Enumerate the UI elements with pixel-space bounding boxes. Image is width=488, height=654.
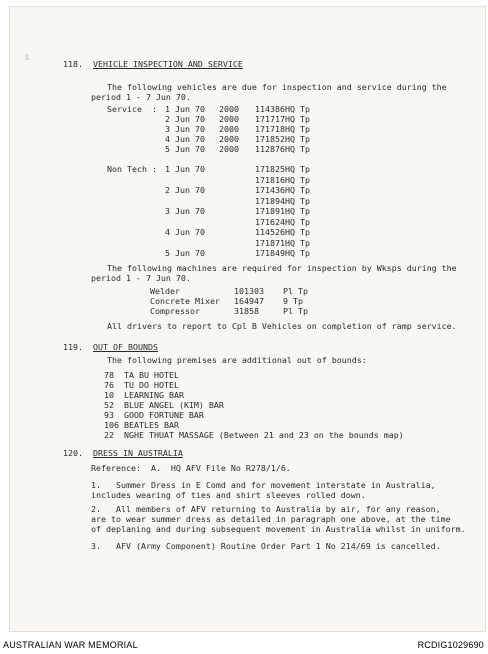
service-unit: HQ Tp <box>285 114 310 124</box>
para-3: 3. AFV (Army Component) Routine Order Part 1 No 214/69 is cancelled. <box>91 541 441 551</box>
non-tech-vehicle-number: 171891 <box>255 206 285 216</box>
reference-line: Reference: A. HQ AFV File No R278/1/6. <box>91 463 291 473</box>
non-tech-label: Non Tech : <box>107 164 157 174</box>
non-tech-vehicle-number: 171816 <box>255 174 285 185</box>
para-1-line1: 1. Summer Dress in E Comd and for movement interstate in Australia, <box>91 480 436 490</box>
service-time: 2000 <box>219 144 239 154</box>
non-tech-vehicle-number: 171624 <box>255 216 285 227</box>
service-label: Service : <box>107 104 157 114</box>
machine-name: Welder <box>150 286 180 296</box>
non-tech-date: 1 Jun 70 <box>165 164 205 174</box>
service-vehicle-number: 171852 <box>255 134 285 144</box>
non-tech-vehicle-number: 171894 <box>255 195 285 206</box>
service-unit: HQ Tp <box>285 104 310 114</box>
machine-number: 164947 <box>234 296 264 306</box>
service-date: 3 Jun 70 <box>165 124 205 134</box>
para-2-line1: 2. All members of AFV returning to Australia by air, for any reason, <box>91 504 441 514</box>
section-119-intro: The following premises are additional out of bounds: <box>107 355 367 365</box>
non-tech-unit: HQ Tp <box>285 206 310 216</box>
premises-number: 93 <box>104 410 114 420</box>
document-page <box>9 6 486 632</box>
section-118-number: 118. <box>63 59 83 69</box>
machine-number: 31858 <box>234 306 259 316</box>
machine-number: 101303 <box>234 286 264 296</box>
service-vehicle-number: 171717 <box>255 114 285 124</box>
non-tech-unit: HQ Tp <box>285 195 310 206</box>
para-2-line3: of deplaning and during subsequent movement in Australia whilst in uniform. <box>91 524 466 534</box>
service-time: 2000 <box>219 134 239 144</box>
non-tech-unit: HQ Tp <box>285 185 310 195</box>
non-tech-unit: HQ Tp <box>285 237 310 248</box>
premises-name: TA BU HOTEL <box>124 370 179 380</box>
drivers-instruction: All drivers to report to Cpl B Vehicles on completion of ramp service. <box>107 321 457 331</box>
section-120-heading: DRESS IN AUSTRALIA <box>93 448 183 458</box>
service-unit: HQ Tp <box>285 134 310 144</box>
non-tech-vehicle-number: 114526 <box>255 227 285 237</box>
service-unit: HQ Tp <box>285 144 310 154</box>
para-2-line2: are to wear summer dress as detailed in paragraph one above, at the time <box>91 514 451 524</box>
non-tech-unit: HQ Tp <box>285 164 310 174</box>
machines-intro-line1: The following machines are required for inspection by Wksps during the <box>107 263 457 273</box>
footer-record-id: RCDIG1029690 <box>417 640 484 650</box>
section-119-heading: OUT OF BOUNDS <box>93 342 158 352</box>
premises-number: 22 <box>104 430 114 440</box>
premises-name: BEATLES BAR <box>124 420 179 430</box>
non-tech-vehicle-number: 171871 <box>255 237 285 248</box>
non-tech-unit: HQ Tp <box>285 227 310 237</box>
premises-name: GOOD FORTUNE BAR <box>124 410 204 420</box>
premises-name: LEARNING BAR <box>124 390 184 400</box>
section-118-intro-line1: The following vehicles are due for inspection and service during the <box>107 82 447 92</box>
machines-intro-line2: period 1 - 7 Jun 70. <box>91 273 191 283</box>
non-tech-vehicle-number: 171436 <box>255 185 285 195</box>
service-date: 2 Jun 70 <box>165 114 205 124</box>
machine-unit: Pl Tp <box>283 286 308 296</box>
service-vehicle-number: 114386 <box>255 104 285 114</box>
service-date: 4 Jun 70 <box>165 134 205 144</box>
service-date: 5 Jun 70 <box>165 144 205 154</box>
section-118-heading: VEHICLE INSPECTION AND SERVICE <box>93 59 243 69</box>
service-vehicle-number: 171718 <box>255 124 285 134</box>
para-1-line2: includes wearing of ties and shirt sleeves rolled down. <box>91 490 366 500</box>
pencil-mark: ß <box>25 53 29 62</box>
service-time: 2000 <box>219 114 239 124</box>
premises-number: 52 <box>104 400 114 410</box>
premises-number: 106 <box>104 420 119 430</box>
machine-name: Compressor <box>150 306 200 316</box>
machine-name: Concrete Mixer <box>150 296 220 306</box>
premises-number: 78 <box>104 370 114 380</box>
premises-number: 10 <box>104 390 114 400</box>
service-date: 1 Jun 70 <box>165 104 205 114</box>
service-vehicle-number: 112876 <box>255 144 285 154</box>
non-tech-date: 3 Jun 70 <box>165 206 205 216</box>
non-tech-date: 5 Jun 70 <box>165 248 205 258</box>
non-tech-date: 2 Jun 70 <box>165 185 205 195</box>
premises-name: TU DO HOTEL <box>124 380 179 390</box>
section-118-intro-line2: period 1 - 7 Jun 70. <box>91 92 191 102</box>
premises-number: 76 <box>104 380 114 390</box>
service-time: 2000 <box>219 104 239 114</box>
footer-institution: AUSTRALIAN WAR MEMORIAL <box>3 640 138 650</box>
premises-name: NGHE THUAT MASSAGE (Between 21 and 23 on the bounds map) <box>124 430 404 440</box>
machine-unit: Pl Tp <box>283 306 308 316</box>
machine-unit: 9 Tp <box>283 296 303 306</box>
non-tech-vehicle-number: 171849 <box>255 248 285 258</box>
non-tech-unit: HQ Tp <box>285 248 310 258</box>
non-tech-unit: HQ Tp <box>285 216 310 227</box>
section-120-number: 120. <box>63 448 83 458</box>
service-time: 2000 <box>219 124 239 134</box>
non-tech-date: 4 Jun 70 <box>165 227 205 237</box>
section-119-number: 119. <box>63 342 83 352</box>
premises-name: BLUE ANGEL (KIM) BAR <box>124 400 224 410</box>
non-tech-unit: HQ Tp <box>285 174 310 185</box>
non-tech-vehicle-number: 171825 <box>255 164 285 174</box>
service-unit: HQ Tp <box>285 124 310 134</box>
